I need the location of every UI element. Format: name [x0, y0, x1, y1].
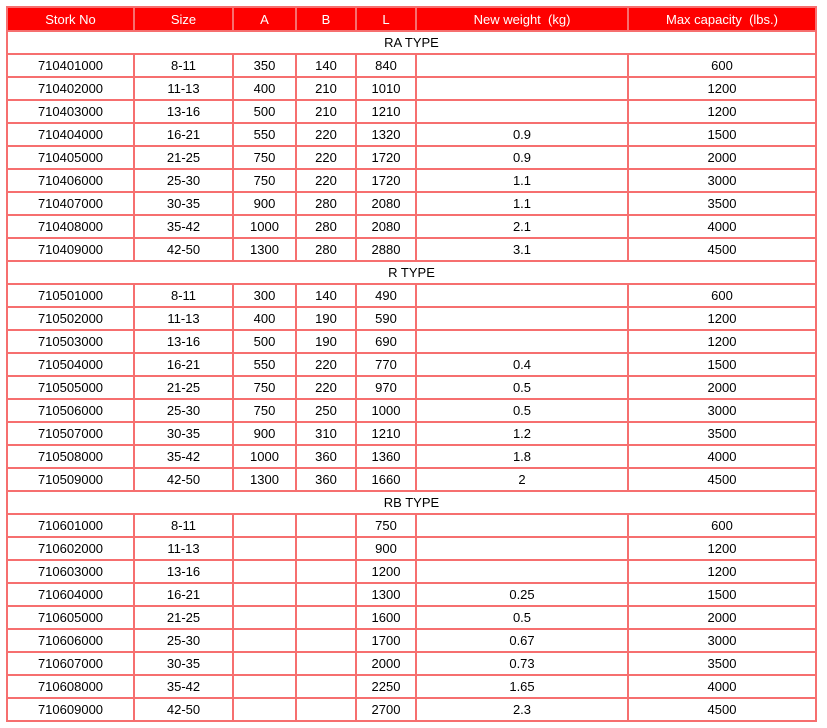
table-cell: [296, 583, 356, 606]
table-cell: [296, 675, 356, 698]
table-cell: 400: [233, 307, 296, 330]
table-row: [7, 583, 816, 606]
table-cell: 35-42: [134, 215, 233, 238]
table-cell: 210: [296, 77, 356, 100]
table-cell: [416, 77, 628, 100]
table-cell: 2.1: [416, 215, 628, 238]
table-cell: [233, 675, 296, 698]
section-row: [7, 31, 816, 54]
table-cell: 0.5: [416, 606, 628, 629]
table-cell: [296, 560, 356, 583]
table-cell: 3000: [628, 629, 816, 652]
product-spec-table: [6, 6, 817, 722]
table-cell: 1700: [356, 629, 416, 652]
table-cell: 2: [416, 468, 628, 491]
table-cell: 2080: [356, 192, 416, 215]
table-cell: 500: [233, 330, 296, 353]
table-cell: 900: [356, 537, 416, 560]
table-cell: 2250: [356, 675, 416, 698]
section-title: RA TYPE: [7, 31, 816, 54]
table-cell: 690: [356, 330, 416, 353]
section-row: [7, 491, 816, 514]
table-cell: 710608000: [7, 675, 134, 698]
table-cell: 1210: [356, 100, 416, 123]
table-row: [7, 629, 816, 652]
table-row: [7, 238, 816, 261]
table-cell: 0.73: [416, 652, 628, 675]
table-cell: 710401000: [7, 54, 134, 77]
table-row: [7, 468, 816, 491]
table-cell: 25-30: [134, 629, 233, 652]
table-row: [7, 445, 816, 468]
table-cell: 42-50: [134, 698, 233, 721]
table-body: [7, 31, 816, 721]
table-row: [7, 146, 816, 169]
table-cell: 1360: [356, 445, 416, 468]
table-cell: 590: [356, 307, 416, 330]
table-cell: 400: [233, 77, 296, 100]
table-cell: [233, 652, 296, 675]
table-cell: [416, 560, 628, 583]
table-cell: 310: [296, 422, 356, 445]
table-cell: 1300: [356, 583, 416, 606]
table-row: [7, 698, 816, 721]
table-cell: 30-35: [134, 192, 233, 215]
table-cell: 3000: [628, 169, 816, 192]
table-cell: 490: [356, 284, 416, 307]
table-cell: 220: [296, 169, 356, 192]
column-header-new-weight-kg: New weight (kg): [416, 7, 628, 31]
table-cell: 550: [233, 123, 296, 146]
table-cell: 25-30: [134, 399, 233, 422]
table-cell: 1500: [628, 583, 816, 606]
table-cell: 2880: [356, 238, 416, 261]
table-cell: 750: [356, 514, 416, 537]
table-cell: 21-25: [134, 146, 233, 169]
table-cell: 0.9: [416, 146, 628, 169]
column-header-size: Size: [134, 7, 233, 31]
table-cell: [416, 307, 628, 330]
table-cell: 2.3: [416, 698, 628, 721]
table-cell: 1300: [233, 238, 296, 261]
table-cell: 710502000: [7, 307, 134, 330]
table-cell: 1500: [628, 353, 816, 376]
table-row: [7, 376, 816, 399]
table-cell: 710508000: [7, 445, 134, 468]
table-cell: 280: [296, 238, 356, 261]
table-cell: 360: [296, 468, 356, 491]
table-cell: 140: [296, 284, 356, 307]
table-cell: 710509000: [7, 468, 134, 491]
table-cell: 4500: [628, 238, 816, 261]
table-cell: 16-21: [134, 123, 233, 146]
table-cell: 710604000: [7, 583, 134, 606]
table-row: [7, 100, 816, 123]
table-row: [7, 399, 816, 422]
table-cell: 360: [296, 445, 356, 468]
table-cell: 2700: [356, 698, 416, 721]
table-header-row: [7, 7, 816, 31]
table-cell: 710601000: [7, 514, 134, 537]
table-cell: 710402000: [7, 77, 134, 100]
table-cell: 42-50: [134, 468, 233, 491]
table-cell: 0.67: [416, 629, 628, 652]
table-row: [7, 422, 816, 445]
table-cell: 4500: [628, 468, 816, 491]
table-cell: 4000: [628, 675, 816, 698]
table-cell: 0.25: [416, 583, 628, 606]
table-cell: 750: [233, 376, 296, 399]
table-cell: 710501000: [7, 284, 134, 307]
table-cell: 3.1: [416, 238, 628, 261]
table-cell: 2080: [356, 215, 416, 238]
table-row: [7, 514, 816, 537]
column-header-a: A: [233, 7, 296, 31]
table-cell: 840: [356, 54, 416, 77]
table-cell: 13-16: [134, 100, 233, 123]
table-cell: 1200: [628, 330, 816, 353]
table-cell: 2000: [628, 146, 816, 169]
table-cell: 190: [296, 330, 356, 353]
table-cell: 4500: [628, 698, 816, 721]
table-cell: 710404000: [7, 123, 134, 146]
table-cell: 13-16: [134, 330, 233, 353]
table-cell: 1.65: [416, 675, 628, 698]
table-cell: 1720: [356, 146, 416, 169]
table-cell: [296, 514, 356, 537]
table-cell: 600: [628, 514, 816, 537]
table-cell: 750: [233, 146, 296, 169]
table-cell: [416, 54, 628, 77]
table-cell: [416, 100, 628, 123]
table-cell: 600: [628, 284, 816, 307]
table-cell: 710602000: [7, 537, 134, 560]
column-header-l: L: [356, 7, 416, 31]
table-cell: [416, 514, 628, 537]
table-cell: 1000: [356, 399, 416, 422]
table-cell: 1600: [356, 606, 416, 629]
table-cell: 1.1: [416, 169, 628, 192]
table-row: [7, 284, 816, 307]
table-cell: 710506000: [7, 399, 134, 422]
table-cell: 1500: [628, 123, 816, 146]
table-cell: 710406000: [7, 169, 134, 192]
table-cell: 4000: [628, 445, 816, 468]
table-cell: 8-11: [134, 284, 233, 307]
table-cell: 550: [233, 353, 296, 376]
table-cell: 1200: [628, 307, 816, 330]
table-row: [7, 77, 816, 100]
table-cell: 600: [628, 54, 816, 77]
table-cell: 280: [296, 215, 356, 238]
table-cell: 220: [296, 123, 356, 146]
table-row: [7, 123, 816, 146]
table-cell: 710505000: [7, 376, 134, 399]
table-cell: 1320: [356, 123, 416, 146]
table-cell: [296, 606, 356, 629]
column-header-max-capacity-lbs: Max capacity (lbs.): [628, 7, 816, 31]
table-cell: [416, 284, 628, 307]
table-cell: 11-13: [134, 307, 233, 330]
table-cell: 30-35: [134, 652, 233, 675]
table-cell: 3500: [628, 192, 816, 215]
table-cell: 0.5: [416, 399, 628, 422]
table-cell: 710408000: [7, 215, 134, 238]
table-cell: 16-21: [134, 583, 233, 606]
table-cell: 250: [296, 399, 356, 422]
table-row: [7, 169, 816, 192]
table-cell: 30-35: [134, 422, 233, 445]
table-cell: 2000: [628, 376, 816, 399]
table-cell: 710603000: [7, 560, 134, 583]
table-cell: 770: [356, 353, 416, 376]
table-cell: 1200: [628, 77, 816, 100]
table-cell: 1720: [356, 169, 416, 192]
table-row: [7, 215, 816, 238]
table-cell: 0.4: [416, 353, 628, 376]
table-cell: 4000: [628, 215, 816, 238]
table-cell: 710507000: [7, 422, 134, 445]
table-cell: 1000: [233, 445, 296, 468]
table-cell: [296, 698, 356, 721]
table-cell: 710503000: [7, 330, 134, 353]
table-cell: 1200: [356, 560, 416, 583]
table-cell: 220: [296, 353, 356, 376]
table-cell: 1000: [233, 215, 296, 238]
column-header-stork-no: Stork No: [7, 7, 134, 31]
table-cell: 1200: [628, 100, 816, 123]
table-row: [7, 652, 816, 675]
column-header-b: B: [296, 7, 356, 31]
table-cell: 0.9: [416, 123, 628, 146]
table-row: [7, 675, 816, 698]
table-cell: 220: [296, 146, 356, 169]
table-cell: 1660: [356, 468, 416, 491]
table-cell: 300: [233, 284, 296, 307]
table-row: [7, 192, 816, 215]
table-cell: 1210: [356, 422, 416, 445]
table-cell: [233, 514, 296, 537]
table-cell: 2000: [628, 606, 816, 629]
table-cell: 11-13: [134, 537, 233, 560]
table-cell: [233, 537, 296, 560]
table-cell: 11-13: [134, 77, 233, 100]
table-cell: 350: [233, 54, 296, 77]
table-cell: [416, 537, 628, 560]
table-cell: 900: [233, 192, 296, 215]
table-cell: 750: [233, 399, 296, 422]
table-cell: [296, 629, 356, 652]
section-title: R TYPE: [7, 261, 816, 284]
table-cell: 3500: [628, 652, 816, 675]
table-cell: 16-21: [134, 353, 233, 376]
table-cell: 1300: [233, 468, 296, 491]
section-title: RB TYPE: [7, 491, 816, 514]
table-cell: 900: [233, 422, 296, 445]
table-cell: 3500: [628, 422, 816, 445]
table-cell: 710407000: [7, 192, 134, 215]
table-cell: 1.8: [416, 445, 628, 468]
table-cell: 1200: [628, 537, 816, 560]
table-cell: 42-50: [134, 238, 233, 261]
table-cell: [233, 560, 296, 583]
table-cell: 710504000: [7, 353, 134, 376]
table-cell: 190: [296, 307, 356, 330]
table-cell: 710609000: [7, 698, 134, 721]
table-cell: [296, 537, 356, 560]
table-cell: [233, 629, 296, 652]
table-cell: [233, 583, 296, 606]
table-row: [7, 560, 816, 583]
table-cell: 710405000: [7, 146, 134, 169]
table-cell: 710606000: [7, 629, 134, 652]
table-cell: 1.2: [416, 422, 628, 445]
table-row: [7, 353, 816, 376]
table-cell: [233, 606, 296, 629]
table-cell: 710403000: [7, 100, 134, 123]
table-cell: 0.5: [416, 376, 628, 399]
table-cell: 710605000: [7, 606, 134, 629]
table-cell: 140: [296, 54, 356, 77]
table-cell: 500: [233, 100, 296, 123]
table-cell: 21-25: [134, 606, 233, 629]
table-row: [7, 606, 816, 629]
table-cell: 8-11: [134, 514, 233, 537]
table-cell: 710409000: [7, 238, 134, 261]
table-cell: 210: [296, 100, 356, 123]
table-cell: 280: [296, 192, 356, 215]
table-cell: 2000: [356, 652, 416, 675]
table-row: [7, 537, 816, 560]
table-cell: [416, 330, 628, 353]
table-cell: 8-11: [134, 54, 233, 77]
section-row: [7, 261, 816, 284]
table-cell: 35-42: [134, 445, 233, 468]
table-cell: [233, 698, 296, 721]
table-cell: 1200: [628, 560, 816, 583]
table-row: [7, 54, 816, 77]
table-cell: 750: [233, 169, 296, 192]
table-cell: 35-42: [134, 675, 233, 698]
table-cell: 220: [296, 376, 356, 399]
table-cell: 25-30: [134, 169, 233, 192]
table-cell: [296, 652, 356, 675]
table-cell: 1.1: [416, 192, 628, 215]
table-cell: 1010: [356, 77, 416, 100]
table-row: [7, 307, 816, 330]
table-cell: 3000: [628, 399, 816, 422]
table-row: [7, 330, 816, 353]
table-header: [7, 7, 816, 31]
table-cell: 970: [356, 376, 416, 399]
table-cell: 13-16: [134, 560, 233, 583]
table-cell: 710607000: [7, 652, 134, 675]
table-cell: 21-25: [134, 376, 233, 399]
